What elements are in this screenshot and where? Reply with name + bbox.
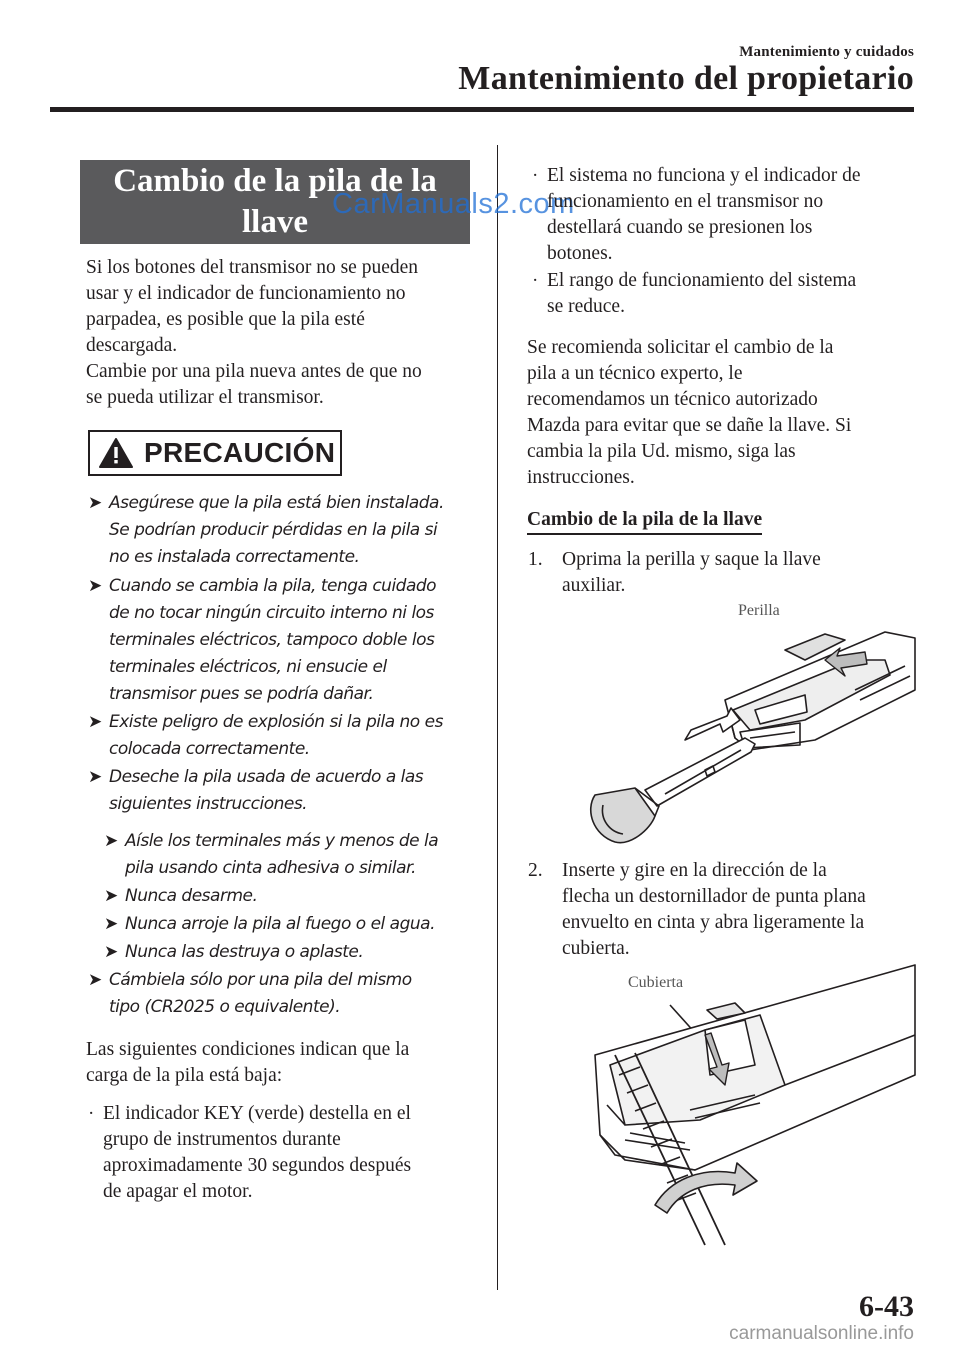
bullet-dot-icon: · bbox=[532, 270, 539, 291]
arrow-bullet-icon: ➤ bbox=[88, 493, 102, 513]
recommend-line: recomendamos un técnico autorizado bbox=[527, 389, 818, 410]
watermark: CarManuals2.com bbox=[332, 188, 575, 220]
caution-line: terminales eléctricos, tampoco doble los bbox=[109, 630, 435, 650]
caution-line: Deseche la pila usada de acuerdo a las bbox=[109, 767, 424, 787]
key-removal-illustration bbox=[555, 620, 920, 850]
footer-watermark: carmanualsonline.info bbox=[729, 1323, 914, 1344]
section-title-line1: Cambio de la pila de la bbox=[113, 163, 437, 199]
intro-paragraph bbox=[86, 255, 476, 411]
condition-line: botones. bbox=[547, 243, 613, 264]
arrow-bullet-icon: ➤ bbox=[104, 886, 118, 906]
recommend-line: instrucciones. bbox=[527, 467, 635, 488]
caution-line: Cámbiela sólo por una pila del mismo bbox=[109, 970, 412, 990]
condition-line: aproximadamente 30 segundos después bbox=[103, 1155, 412, 1176]
recommend-line: cambia la pila Ud. mismo, siga las bbox=[527, 441, 796, 462]
intro-line: se pueda utilizar el transmisor. bbox=[86, 387, 324, 408]
caution-subitem bbox=[104, 828, 484, 882]
caution-line: Nunca desarme. bbox=[125, 886, 258, 906]
condition-bullet bbox=[532, 268, 922, 320]
column-divider bbox=[497, 145, 498, 1290]
caution-item bbox=[88, 764, 483, 818]
bullet-dot-icon: · bbox=[532, 165, 539, 186]
intro-line: Cambie por una pila nueva antes de que no bbox=[86, 361, 422, 382]
conditions-intro-line: carga de la pila está baja: bbox=[86, 1065, 283, 1086]
caution-item bbox=[88, 573, 483, 708]
conditions-intro-line: Las siguientes condiciones indican que la bbox=[86, 1039, 410, 1060]
condition-bullet bbox=[88, 1101, 488, 1205]
arrow-bullet-icon: ➤ bbox=[104, 831, 118, 851]
recommend-line: Mazda para evitar que se dañe la llave. Si bbox=[527, 415, 852, 436]
step-line: Inserte y gire en la dirección de la bbox=[562, 860, 827, 881]
caution-item bbox=[88, 709, 483, 763]
intro-line: descargada. bbox=[86, 335, 178, 356]
caution-subitem bbox=[104, 911, 484, 938]
caution-line: de no tocar ningún circuito interno ni los bbox=[109, 603, 434, 623]
step-line: auxiliar. bbox=[562, 575, 626, 596]
header-rule bbox=[50, 107, 914, 112]
recommend-paragraph bbox=[527, 335, 922, 491]
caution-item bbox=[88, 490, 483, 571]
step-item bbox=[528, 858, 920, 962]
warning-icon bbox=[98, 437, 134, 469]
condition-line: El indicador KEY (verde) destella en el bbox=[103, 1103, 411, 1124]
procedure-heading: Cambio de la pila de la llave bbox=[527, 508, 762, 535]
caution-line: Se podrían producir pérdidas en la pila si bbox=[109, 520, 438, 540]
intro-line: parpadea, es posible que la pila esté bbox=[86, 309, 365, 330]
figure2-label: Cubierta bbox=[628, 974, 684, 991]
recommend-line: pila a un técnico experto, le bbox=[527, 363, 743, 384]
caution-line: no es instalada correctamente. bbox=[109, 547, 360, 567]
step-item bbox=[528, 547, 920, 599]
condition-bullet bbox=[532, 163, 922, 267]
caution-line: terminales eléctricos, ni ensucie el bbox=[109, 657, 387, 677]
arrow-bullet-icon: ➤ bbox=[104, 914, 118, 934]
caution-label: PRECAUCIÓN bbox=[144, 437, 336, 468]
figure1-label: Perilla bbox=[738, 602, 780, 619]
step-number: 1. bbox=[528, 549, 543, 570]
step-line: flecha un destornillador de punta plana bbox=[562, 886, 866, 907]
condition-line: grupo de instrumentos durante bbox=[103, 1129, 341, 1150]
caution-line: tipo (CR2025 o equivalente). bbox=[109, 997, 341, 1017]
caution-line: Nunca las destruya o aplaste. bbox=[125, 942, 364, 962]
caution-line: Asegúrese que la pila está bien instalada. bbox=[109, 493, 444, 513]
page-number: 6-43 bbox=[859, 1290, 914, 1323]
intro-line: Si los botones del transmisor no se pueden bbox=[86, 257, 419, 278]
arrow-bullet-icon: ➤ bbox=[104, 942, 118, 962]
arrow-bullet-icon: ➤ bbox=[88, 576, 102, 596]
intro-line: usar y el indicador de funcionamiento no bbox=[86, 283, 406, 304]
caution-subitem bbox=[104, 939, 484, 966]
section-header: Mantenimiento y cuidados bbox=[739, 44, 914, 60]
caution-line: Nunca arroje la pila al fuego o el agua. bbox=[125, 914, 435, 934]
step-line: envuelto en cinta y abra ligeramente la bbox=[562, 912, 865, 933]
step-line: cubierta. bbox=[562, 938, 630, 959]
bullet-dot-icon: · bbox=[88, 1103, 95, 1124]
caution-item bbox=[88, 967, 483, 1021]
arrow-bullet-icon: ➤ bbox=[88, 767, 102, 787]
arrow-bullet-icon: ➤ bbox=[88, 712, 102, 732]
conditions-intro bbox=[86, 1037, 486, 1089]
condition-line: El rango de funcionamiento del sistema bbox=[547, 270, 857, 291]
caution-line: pila usando cinta adhesiva o similar. bbox=[125, 858, 416, 878]
caution-line: colocada correctamente. bbox=[109, 739, 310, 759]
section-title-line2: llave bbox=[242, 204, 308, 240]
caution-line: Aísle los terminales más y menos de la bbox=[125, 831, 439, 851]
caution-line: Cuando se cambia la pila, tenga cuidado bbox=[109, 576, 437, 596]
chapter-header: Mantenimiento del propietario bbox=[458, 60, 914, 97]
condition-line: El sistema no funciona y el indicador de bbox=[547, 165, 861, 186]
condition-line: funcionamiento en el transmisor no bbox=[547, 191, 824, 212]
caution-box bbox=[88, 430, 342, 476]
condition-line: se reduce. bbox=[547, 296, 625, 317]
recommend-line: Se recomienda solicitar el cambio de la bbox=[527, 337, 834, 358]
condition-line: de apagar el motor. bbox=[103, 1181, 253, 1202]
caution-line: Existe peligro de explosión si la pila no es bbox=[109, 712, 443, 732]
caution-subitem bbox=[104, 883, 484, 910]
step-number: 2. bbox=[528, 860, 543, 881]
caution-line: transmisor pues se podría dañar. bbox=[109, 684, 374, 704]
arrow-bullet-icon: ➤ bbox=[88, 970, 102, 990]
cover-opening-illustration bbox=[585, 955, 925, 1250]
condition-line: destellará cuando se presionen los bbox=[547, 217, 813, 238]
step-line: Oprima la perilla y saque la llave bbox=[562, 549, 821, 570]
caution-line: siguientes instrucciones. bbox=[109, 794, 308, 814]
